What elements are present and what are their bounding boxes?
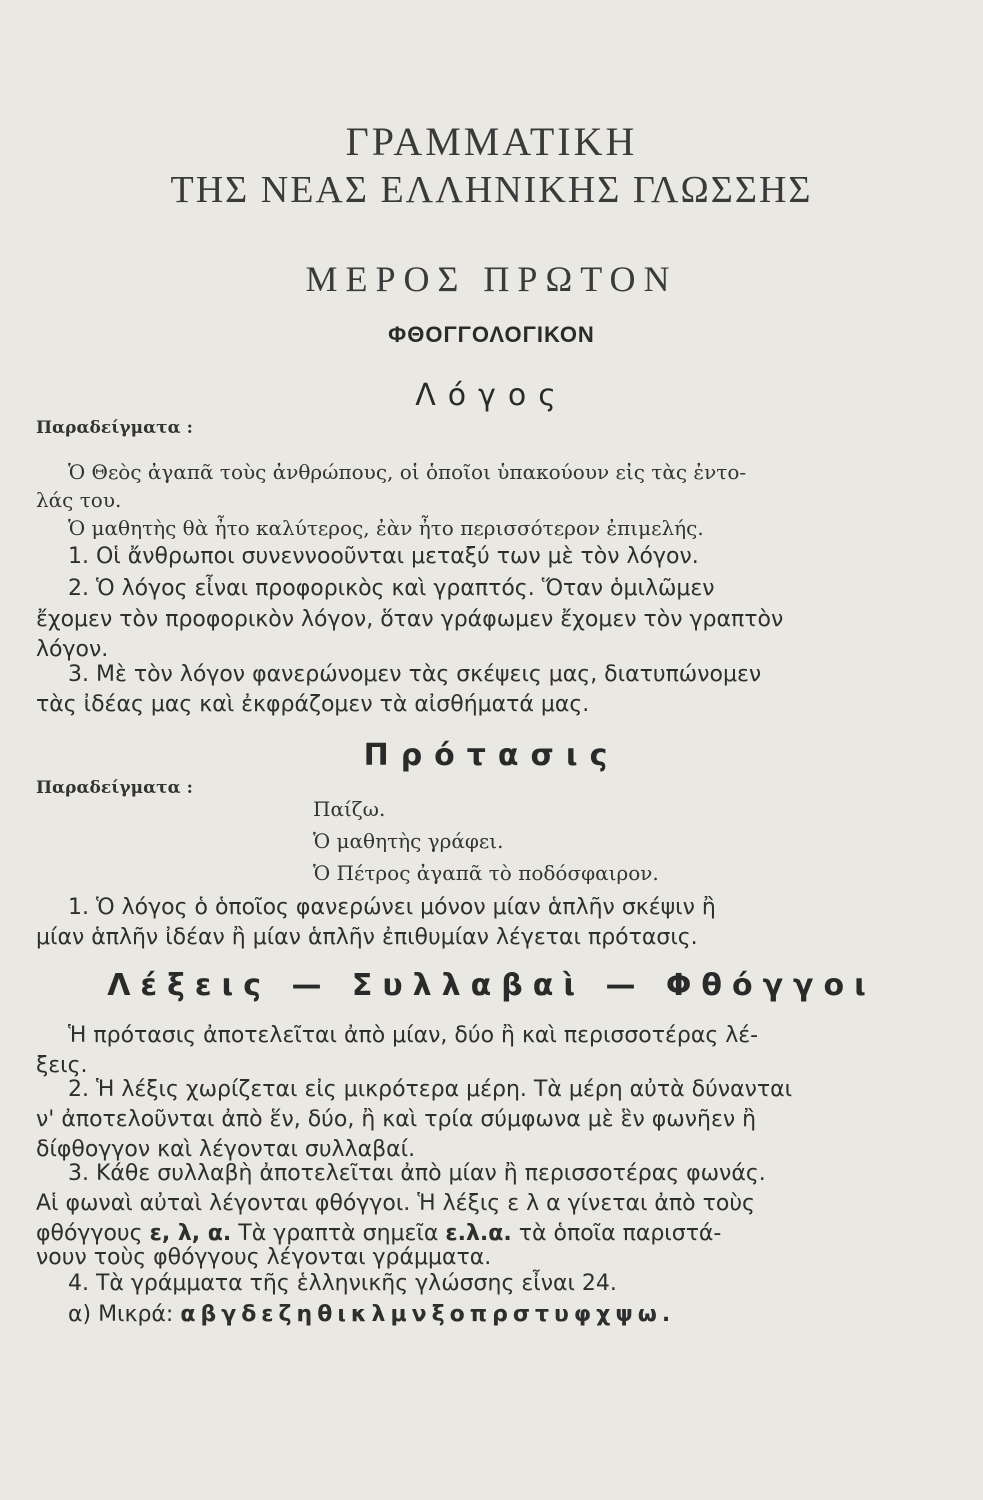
alphabet-label: α) Μικρά: bbox=[68, 1302, 181, 1327]
book-title-line2: ΤΗΣ ΝΕΑΣ ΕΛΛΗΝΙΚΗΣ ΓΛΩΣΣΗΣ bbox=[170, 169, 813, 211]
example-sentence: Παίζω. bbox=[313, 797, 386, 821]
paragraph-line: λόγον. bbox=[36, 637, 109, 662]
bold-letters: ε.λ.α. bbox=[445, 1221, 512, 1246]
paragraph-line: 4. Τὰ γράμματα τῆς ἑλληνικῆς γλώσσης εἶναι 24. bbox=[68, 1271, 617, 1296]
part-heading: ΜΕΡΟΣ ΠΡΩΤΟΝ bbox=[305, 259, 678, 299]
text-run: Τὰ γραπτὰ σημεῖα bbox=[231, 1221, 446, 1246]
section-title-logos: Λόγος bbox=[415, 378, 568, 413]
paragraph-line: ἔχομεν τὸν προφορικὸν λόγον, ὅταν γράφωμεν ἔχομεν τὸν γραπτὸν bbox=[36, 607, 784, 632]
examples-label: Παραδείγματα : bbox=[36, 418, 193, 438]
paragraph-line: μίαν ἁπλῆν ἰδέαν ἢ μίαν ἁπλῆν ἐπιθυμίαν λέγεται πρότασις. bbox=[36, 925, 698, 950]
example-sentence: Ὁ μαθητὴς θὰ ἦτο καλύτερος, ἐὰν ἦτο περισσότερον ἐπιμελής. bbox=[68, 516, 704, 540]
paragraph-line: 2. Ὁ λόγος εἶναι προφορικὸς καὶ γραπτός. Ὅταν ὁμιλῶμεν bbox=[68, 576, 715, 601]
paragraph-line: νουν τοὺς φθόγγους λέγονται γράμματα. bbox=[36, 1245, 492, 1270]
paragraph-line: Αἱ φωναὶ αὐταὶ λέγονται φθόγγοι. Ἡ λέξις ε λ α γίνεται ἀπὸ τοὺς bbox=[36, 1191, 755, 1216]
paragraph-line: 3. Κάθε συλλαβὴ ἀποτελεῖται ἀπὸ μίαν ἢ περισσοτέρας φωνάς. bbox=[68, 1161, 766, 1186]
subpart-heading: ΦΘΟΓΓΟΛΟΓΙΚΟΝ bbox=[388, 322, 595, 347]
text-run: τὰ ὁποῖα παριστά- bbox=[511, 1221, 722, 1246]
section-title-protasis: Πρότασις bbox=[363, 738, 620, 773]
alphabet-line bbox=[68, 1302, 675, 1327]
example-sentence: Ὁ Θεὸς ἀγαπᾶ τοὺς ἀνθρώπους, οἱ ὁποῖοι ὑπακούουν εἰς τὰς ἐντο- bbox=[68, 460, 747, 484]
paragraph-line: Ἡ πρότασις ἀποτελεῖται ἀπὸ μίαν, δύο ἢ καὶ περισσοτέρας λέ- bbox=[68, 1023, 759, 1048]
paragraph-line: ξεις. bbox=[36, 1053, 88, 1078]
paragraph-line: 3. Μὲ τὸν λόγον φανερώνομεν τὰς σκέψεις μας, διατυπώνομεν bbox=[68, 662, 762, 687]
bold-letters: ε, λ, α. bbox=[149, 1221, 232, 1246]
paragraph-line: ν' ἀποτελοῦνται ἀπὸ ἕν, δύο, ἢ καὶ τρία σύμφωνα μὲ ἓν φωνῆεν ἢ bbox=[36, 1107, 757, 1132]
example-sentence: Ὁ μαθητὴς γράφει. bbox=[313, 829, 504, 853]
section-title-lexeis: Λέξεις — Συλλαβαὶ — Φθόγγοι bbox=[107, 968, 876, 1003]
paragraph-line: 1. Ὁ λόγος ὁ ὁποῖος φανερώνει μόνον μίαν ἁπλῆν σκέψιν ἢ bbox=[68, 895, 716, 920]
paragraph-line: 1. Οἱ ἄνθρωποι συνεννοοῦνται μεταξύ των μὲ τὸν λόγον. bbox=[68, 544, 699, 569]
paragraph-line bbox=[36, 1221, 721, 1246]
example-sentence: λάς του. bbox=[36, 488, 122, 512]
paragraph-line: τὰς ἰδέας μας καὶ ἐκφράζομεν τὰ αἰσθήματά μας. bbox=[36, 692, 590, 717]
paragraph-line: δίφθογγον καὶ λέγονται συλλαβαί. bbox=[36, 1137, 416, 1162]
text-run: φθόγγους bbox=[36, 1221, 150, 1246]
example-sentence: Ὁ Πέτρος ἀγαπᾶ τὸ ποδόσφαιρον. bbox=[313, 861, 659, 885]
paragraph-line: 2. Ἡ λέξις χωρίζεται εἰς μικρότερα μέρη. Τὰ μέρη αὐτὰ δύνανται bbox=[68, 1077, 793, 1102]
examples-label: Παραδείγματα : bbox=[36, 778, 193, 798]
alphabet-letters: αβγδεζηθικλμνξοπρστυφχψω. bbox=[180, 1302, 676, 1327]
book-title-line1: ΓΡΑΜΜΑΤΙΚΗ bbox=[345, 119, 638, 164]
